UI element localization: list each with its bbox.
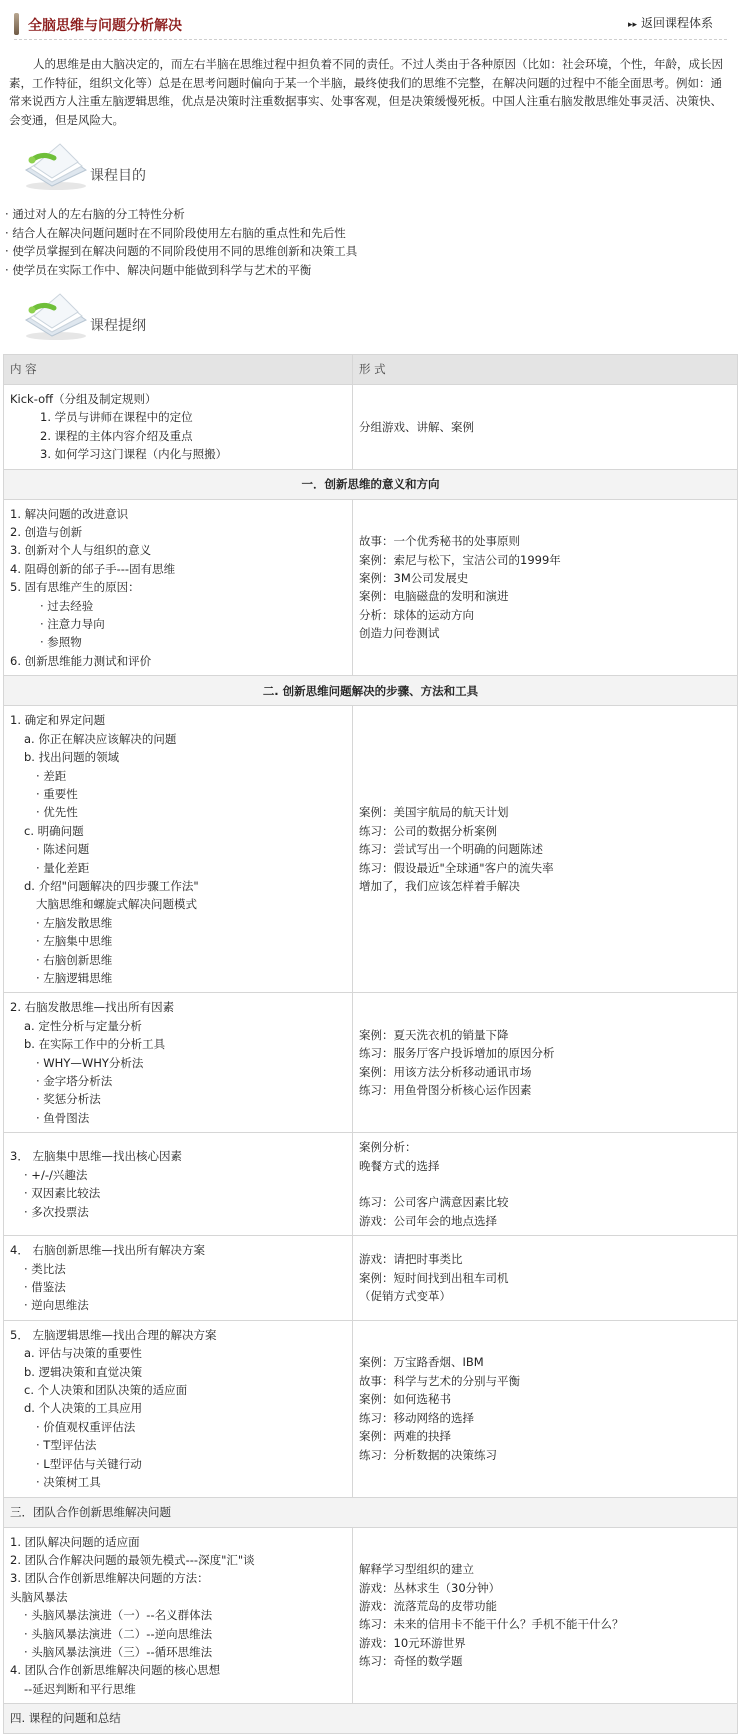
- line: 案例：两难的抉择: [359, 1429, 451, 1444]
- line: 大脑思维和螺旋式解决问题模式: [36, 897, 197, 912]
- objectives-title: 课程目的: [90, 168, 146, 184]
- line: 练习：奇怪的数学题: [359, 1654, 463, 1669]
- line: 游戏：流落荒岛的皮带功能: [359, 1598, 497, 1613]
- section-header-row: [4, 1497, 738, 1527]
- list-item: · 通过对人的左右脑的分工特性分析: [5, 205, 357, 224]
- content-cell: [4, 499, 353, 676]
- line: · 参照物: [40, 635, 82, 650]
- line: 游戏：请把时事类比: [359, 1252, 463, 1267]
- line: · 头脑风暴法演进（三）--循环思维法: [24, 1644, 213, 1659]
- content-cell: [4, 1133, 353, 1236]
- line: 练习：移动网络的选择: [359, 1410, 474, 1425]
- content-cell: [4, 993, 353, 1133]
- double-arrow-icon: ▸▸: [627, 20, 637, 30]
- line: 练习：服务厅客户投诉增加的原因分析: [359, 1046, 555, 1061]
- line: 案例：3M公司发展史: [359, 571, 469, 586]
- line: 3. 创新对个人与组织的意义: [10, 543, 152, 558]
- content-cell: [4, 1320, 353, 1497]
- line: 4． 右脑创新思维—找出所有解决方案: [10, 1243, 205, 1258]
- line: a. 评估与决策的重要性: [24, 1346, 142, 1361]
- line: · 借鉴法: [24, 1280, 66, 1295]
- line: 增加了，我们应该怎样着手解决: [359, 878, 520, 893]
- line: d. 个人决策的工具应用: [24, 1401, 143, 1416]
- table-row: [4, 385, 738, 470]
- line: · 右脑创新思维: [36, 952, 113, 967]
- course-intro: 人的思维是由大脑决定的，而左右半脑在思维过程中担负着不同的责任。不过人类由于各种原因（比如：社会环境，个性，年龄，成长因素，工作特征，组织文化等）总是在思考问题时偏向于某一个半脑，最终使我们的思维不完整，在解决问题的过程中不能全面思考。例如：通常来说西方人注重左脑逻辑思维，优点是决策时注重数据事实、处事客观，但是决策缓慢死板。中国人注重右脑发散思维处事灵活、决策快、会变通，但是风险大。: [9, 57, 723, 127]
- line: 故事：一个优秀秘书的处事原则: [359, 534, 520, 549]
- line: 2. 课程的主体内容介绍及重点: [40, 428, 193, 443]
- line: 6. 创新思维能力测试和评价: [10, 653, 152, 668]
- format-cell: [353, 1320, 738, 1497]
- line: · 头脑风暴法演进（一）--名义群体法: [24, 1608, 213, 1623]
- section-header-row: [4, 469, 738, 499]
- line: d. 介绍"问题解决的四步骤工作法": [24, 878, 199, 893]
- section-title: 二. 创新思维问题解决的步骤、方法和工具: [4, 676, 738, 706]
- line: 案例：夏天洗衣机的销量下降: [359, 1027, 509, 1042]
- content-cell: [4, 1236, 353, 1321]
- line: · 奖惩分析法: [36, 1092, 101, 1107]
- line: · 逆向思维法: [24, 1298, 89, 1313]
- list-item: · 结合人在解决问题问题时在不同阶段使用左右脑的重点性和先后性: [5, 224, 357, 243]
- page-title: 全脑思维与问题分析解决: [28, 18, 182, 34]
- line: 练习：未来的信用卡不能干什么？手机不能干什么？: [359, 1617, 624, 1632]
- line: 1. 团队解决问题的适应面: [10, 1534, 140, 1549]
- course-outline-table: [3, 354, 738, 1734]
- column-header-content: 内 容: [4, 355, 353, 385]
- line: b. 逻辑决策和直觉决策: [24, 1364, 143, 1379]
- book-icon: [20, 140, 90, 192]
- table-row: [4, 1236, 738, 1321]
- line: · T型评估法: [36, 1438, 97, 1453]
- line: 5． 左脑逻辑思维—找出合理的解决方案: [10, 1327, 217, 1342]
- format-cell: [353, 1236, 738, 1321]
- line: · 左脑发散思维: [36, 915, 113, 930]
- line: · L型评估与关键行动: [36, 1456, 142, 1471]
- line: 2. 创造与创新: [10, 525, 83, 540]
- format-cell: [353, 706, 738, 993]
- format-cell: [353, 499, 738, 676]
- line: · 左脑集中思维: [36, 934, 113, 949]
- table-header-row: [4, 355, 738, 385]
- line: 练习：尝试写出一个明确的问题陈述: [359, 842, 543, 857]
- format-cell: [353, 1133, 738, 1236]
- line: （促销方式变革）: [359, 1289, 451, 1304]
- line: · 过去经验: [40, 598, 94, 613]
- line: 案例：短时间找到出租车司机: [359, 1270, 509, 1285]
- line: 案例分析：: [359, 1140, 417, 1155]
- line: 案例：如何选秘书: [359, 1392, 451, 1407]
- format-cell: [353, 1527, 738, 1704]
- line: 3． 左脑集中思维—找出核心因素: [10, 1149, 182, 1164]
- line: 案例：索尼与松下，宝洁公司的1999年: [359, 552, 561, 567]
- objectives-list: [5, 205, 357, 279]
- section-header-row: [4, 1704, 738, 1734]
- content-cell: [4, 706, 353, 993]
- list-item: · 使学员在实际工作中、解决问题中能做到科学与艺术的平衡: [5, 261, 357, 280]
- line: 2. 团队合作解决问题的最领先模式---深度"汇"谈: [10, 1552, 255, 1567]
- table-row: [4, 1133, 738, 1236]
- line: 案例：美国宇航局的航天计划: [359, 805, 509, 820]
- table-row: [4, 1320, 738, 1497]
- line: 1. 确定和界定问题: [10, 713, 106, 728]
- line: · 价值观权重评估法: [36, 1419, 136, 1434]
- line: · 鱼骨图法: [36, 1110, 90, 1125]
- content-cell: [4, 385, 353, 470]
- outline-title: 课程提纲: [90, 318, 146, 334]
- line: 4. 阻碍创新的邰子手---固有思维: [10, 561, 176, 576]
- back-to-courses-link[interactable]: [628, 14, 713, 31]
- line: a. 定性分析与定量分析: [24, 1018, 142, 1033]
- section-title: 四. 课程的问题和总结: [4, 1704, 738, 1734]
- line: c. 明确问题: [24, 823, 84, 838]
- line: 头脑风暴法: [10, 1589, 68, 1604]
- line: · +/-/兴趣法: [24, 1167, 88, 1182]
- line: · 陈述问题: [36, 842, 90, 857]
- line: 案例：电脑磁盘的发明和演进: [359, 589, 509, 604]
- line: 练习：用鱼骨图分析核心运作因素: [359, 1083, 532, 1098]
- table-row: [4, 993, 738, 1133]
- line: --延迟判断和平行思维: [24, 1681, 136, 1696]
- line: b. 在实际工作中的分析工具: [24, 1037, 166, 1052]
- line: · 头脑风暴法演进（二）--逆向思维法: [24, 1626, 213, 1641]
- table-row: [4, 499, 738, 676]
- line: 练习：公司客户满意因素比较: [359, 1195, 509, 1210]
- section-header-row: [4, 676, 738, 706]
- line: 1. 解决问题的改进意识: [10, 506, 129, 521]
- line: 1. 学员与讲师在课程中的定位: [40, 410, 193, 425]
- line: 解释学习型组织的建立: [359, 1562, 474, 1577]
- line: 5. 固有思维产生的原因：: [10, 580, 140, 595]
- content-cell: [4, 1527, 353, 1704]
- title-marker: [14, 13, 19, 35]
- line: · 多次投票法: [24, 1204, 89, 1219]
- line: a. 你正在解决应该解决的问题: [24, 731, 177, 746]
- line: · 重要性: [36, 786, 78, 801]
- table-row: [4, 706, 738, 993]
- line: 分析：球体的运动方向: [359, 607, 474, 622]
- line: · 差距: [36, 768, 67, 783]
- book-icon: [20, 290, 90, 342]
- list-item: · 使学员掌握到在解决问题的不同阶段使用不同的思维创新和决策工具: [5, 242, 357, 261]
- line: · 类比法: [24, 1261, 66, 1276]
- line: · 注意力导向: [40, 617, 105, 632]
- line: · 优先性: [36, 805, 78, 820]
- line: · WHY—WHY分析法: [36, 1055, 144, 1070]
- section-title: 一．创新思维的意义和方向: [4, 469, 738, 499]
- format-cell: 分组游戏、讲解、案例: [353, 385, 738, 470]
- spacer: [359, 1175, 731, 1193]
- line: 案例：用该方法分析移动通讯市场: [359, 1064, 532, 1079]
- line: 游戏：公司年会的地点选择: [359, 1213, 497, 1228]
- line: 故事：科学与艺术的分别与平衡: [359, 1373, 520, 1388]
- format-cell: [353, 993, 738, 1133]
- line: · 金字塔分析法: [36, 1074, 113, 1088]
- line: 练习：分析数据的决策练习: [359, 1447, 497, 1462]
- page-header: [0, 0, 741, 42]
- line: 3. 团队合作创新思维解决问题的方法：: [10, 1571, 209, 1586]
- line: 晚餐方式的选择: [359, 1158, 440, 1173]
- header-divider: [14, 39, 727, 40]
- line: 游戏：丛林求生（30分钟）: [359, 1580, 501, 1595]
- line: · 双因素比较法: [24, 1186, 101, 1201]
- line: 3. 如何学习这门课程（内化与照搬）: [40, 447, 228, 462]
- line: c. 个人决策和团队决策的适应面: [24, 1383, 188, 1398]
- line: · 左脑逻辑思维: [36, 970, 113, 985]
- line: Kick-off（分组及制定规则）: [10, 392, 157, 406]
- line: 2. 右脑发散思维—找出所有因素: [10, 1000, 175, 1015]
- line: 游戏：10元环游世界: [359, 1635, 466, 1650]
- table-row: [4, 1527, 738, 1704]
- line: · 量化差距: [36, 860, 90, 875]
- line: · 决策树工具: [36, 1475, 101, 1490]
- line: 4. 团队合作创新思维解决问题的核心思想: [10, 1663, 221, 1678]
- line: 练习：公司的数据分析案例: [359, 823, 497, 838]
- column-header-format: 形 式: [353, 355, 738, 385]
- section-title: 三．团队合作创新思维解决问题: [4, 1497, 738, 1527]
- back-link-label: 返回课程体系: [640, 16, 713, 30]
- line: 案例：万宝路香烟、IBM: [359, 1355, 484, 1370]
- line: 练习：假设最近"全球通"客户的流失率: [359, 860, 554, 875]
- line: b. 找出问题的领域: [24, 750, 120, 765]
- line: 创造力问卷测试: [359, 626, 440, 641]
